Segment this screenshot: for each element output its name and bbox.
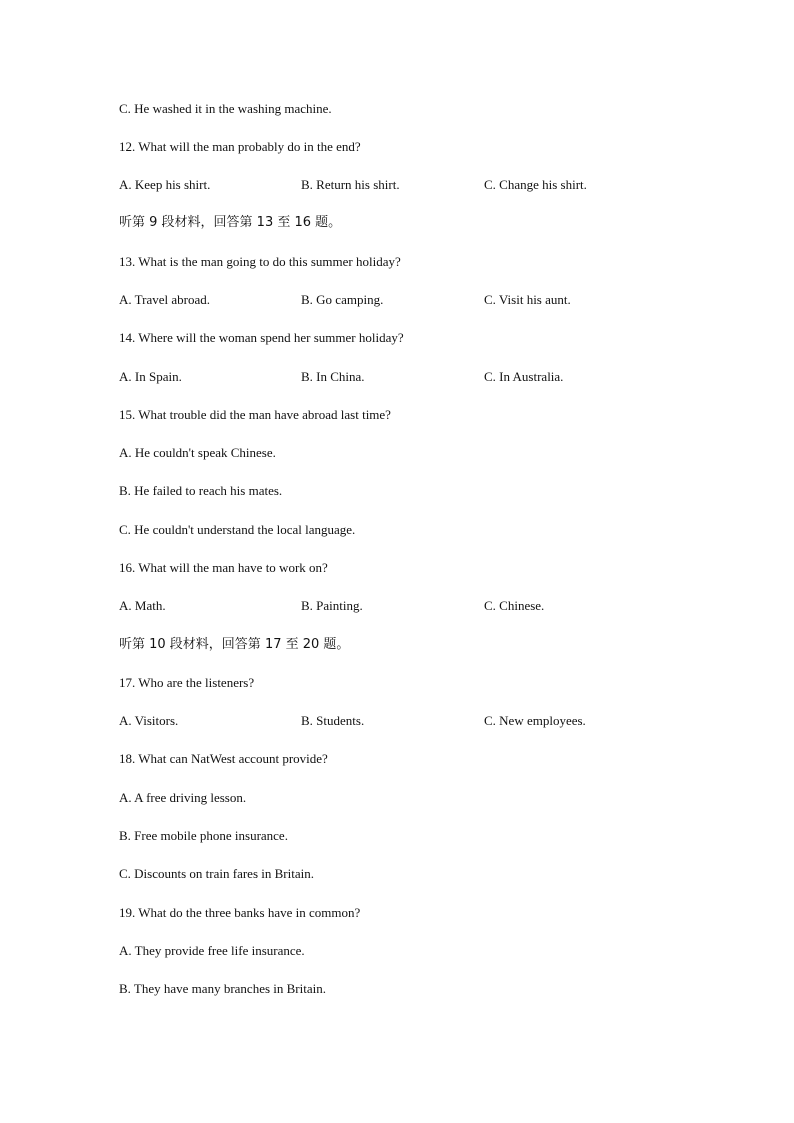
option-c: C. New employees. bbox=[484, 713, 586, 728]
option-line: B. He failed to reach his mates. bbox=[119, 483, 283, 498]
question-13: 13. What is the man going to do this summer holiday? bbox=[119, 254, 401, 269]
option-c: C. Visit his aunt. bbox=[484, 292, 571, 307]
option-b: B. Students. bbox=[301, 713, 365, 728]
question-12: 12. What will the man probably do in the end? bbox=[119, 139, 361, 154]
option-c: C. In Australia. bbox=[484, 369, 564, 384]
option-line: A. He couldn't speak Chinese. bbox=[119, 445, 276, 460]
option-line: C. He couldn't understand the local language. bbox=[119, 522, 356, 537]
question-16: 16. What will the man have to work on? bbox=[119, 560, 328, 575]
option-a: A. Visitors. bbox=[119, 713, 179, 728]
question-15: 15. What trouble did the man have abroad last time? bbox=[119, 407, 391, 422]
options-row-16 bbox=[119, 597, 679, 615]
question-18: 18. What can NatWest account provide? bbox=[119, 751, 328, 766]
option-b: B. In China. bbox=[301, 369, 365, 384]
options-row-14 bbox=[119, 368, 679, 386]
option-c: C. Change his shirt. bbox=[484, 177, 587, 192]
option-a: A. Keep his shirt. bbox=[119, 177, 211, 192]
section-heading-10: 听第 10 段材料，回答第 17 至 20 题。 bbox=[119, 637, 350, 652]
option-line: C. He washed it in the washing machine. bbox=[119, 101, 332, 116]
option-a: A. Travel abroad. bbox=[119, 292, 210, 307]
option-line: B. They have many branches in Britain. bbox=[119, 981, 326, 996]
section-heading-9: 听第 9 段材料，回答第 13 至 16 题。 bbox=[119, 215, 342, 230]
question-19: 19. What do the three banks have in common? bbox=[119, 905, 361, 920]
options-row-17 bbox=[119, 712, 679, 730]
option-b: B. Painting. bbox=[301, 598, 363, 613]
option-line: B. Free mobile phone insurance. bbox=[119, 828, 288, 843]
question-17: 17. Who are the listeners? bbox=[119, 675, 255, 690]
option-c: C. Chinese. bbox=[484, 598, 545, 613]
options-row-12 bbox=[119, 176, 679, 194]
option-a: A. Math. bbox=[119, 598, 166, 613]
question-14: 14. Where will the woman spend her summer holiday? bbox=[119, 330, 404, 345]
option-line: C. Discounts on train fares in Britain. bbox=[119, 866, 314, 881]
option-line: A. They provide free life insurance. bbox=[119, 943, 305, 958]
option-b: B. Return his shirt. bbox=[301, 177, 400, 192]
option-b: B. Go camping. bbox=[301, 292, 384, 307]
option-line: A. A free driving lesson. bbox=[119, 790, 247, 805]
option-a: A. In Spain. bbox=[119, 369, 182, 384]
options-row-13 bbox=[119, 291, 679, 309]
